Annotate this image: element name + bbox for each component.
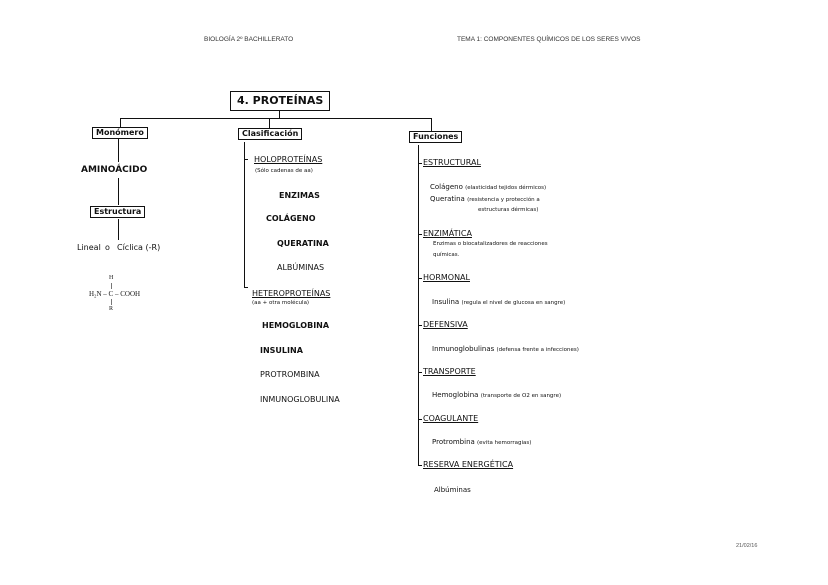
insulina-text: Insulina (432, 298, 460, 306)
hetero-item-hemoglobina: HEMOGLOBINA (262, 321, 330, 330)
heteroproteinas-note: (aa + otra molécula) (252, 300, 310, 306)
protrombina-note: (evita hemorragias) (477, 440, 532, 446)
estructural-tick (418, 163, 422, 164)
reserva-tick (418, 465, 422, 466)
clasificacion-box: Clasificación (238, 128, 302, 140)
estructural-example-queratina (430, 195, 540, 203)
monomero-connector (120, 118, 121, 127)
page-title: 4. PROTEÍNAS (230, 91, 330, 111)
transporte-tick (418, 372, 422, 373)
protrombina-text: Protrombina (432, 438, 475, 446)
hemoglobina-note: (transporte de O2 en sangre) (480, 393, 562, 399)
reserva-energetica-label: RESERVA ENERGÉTICA (423, 460, 514, 469)
hormonal-label: HORMONAL (423, 273, 470, 282)
hetero-item-inmunoglobulina: INMUNOGLOBULINA (260, 395, 340, 404)
hetero-tick (244, 287, 248, 288)
top-branch-line (120, 118, 432, 119)
reserva-example-albuminas: Albúminas (434, 486, 471, 494)
funciones-connector (431, 118, 432, 131)
enzimatica-note-continued: químicas. (433, 252, 460, 258)
estructura-to-types-line (118, 219, 119, 240)
funciones-vertical-line (418, 145, 419, 465)
colageno-note: (elasticidad tejidos dérmicos) (465, 185, 547, 191)
formula-r: R (109, 306, 114, 312)
insulina-note: (regula el nivel de glucosa en sangre) (461, 300, 566, 306)
enzimatica-label: ENZIMÁTICA (423, 229, 472, 238)
queratina-note-continued: estructuras dérmicas) (478, 207, 539, 213)
header-topic: TEMA 1: COMPONENTES QUÍMICOS DE LOS SERES VIVOS (457, 36, 641, 43)
holo-item-colageno: COLÁGENO (266, 214, 316, 223)
hemoglobina-text: Hemoglobina (432, 391, 479, 399)
monomero-to-aminoacido-line (118, 139, 119, 162)
queratina-text: Queratina (430, 195, 465, 203)
coagulante-label: COAGULANTE (423, 414, 479, 423)
estructural-example-colageno (430, 183, 546, 191)
hetero-item-protrombina: PROTROMBINA (260, 370, 320, 379)
queratina-note: (resistencia y protección a (467, 197, 540, 203)
holo-tick (244, 159, 248, 160)
formula-bond-bottom (111, 299, 112, 305)
formula-h: H (109, 275, 114, 281)
clasificacion-connector (269, 118, 270, 128)
o-connector-text: o (105, 243, 110, 252)
holo-item-enzimas: ENZIMAS (279, 191, 320, 200)
coagulante-tick (418, 419, 422, 420)
holoproteinas-label: HOLOPROTEÍNAS (254, 155, 323, 164)
inmunoglobulinas-note: (defensa frente a infecciones) (496, 347, 579, 353)
defensiva-tick (418, 325, 422, 326)
lineal-label: Lineal (77, 243, 101, 252)
clasificacion-vertical-line (244, 142, 245, 287)
enzimatica-tick (418, 234, 422, 235)
transporte-example (432, 391, 561, 399)
aminoacido-to-estructura-line (118, 178, 119, 205)
monomero-box: Monómero (92, 127, 148, 139)
coagulante-example (432, 438, 531, 446)
footer-date: 21/02/16 (736, 543, 758, 549)
aminoacido-label: AMINOÁCIDO (81, 165, 148, 175)
holo-item-queratina: QUERATINA (277, 239, 329, 248)
inmunoglobulinas-text: Inmunoglobulinas (432, 345, 495, 353)
estructural-label: ESTRUCTURAL (423, 158, 481, 167)
enzimatica-note: Enzimas o biocatalizadores de reacciones (433, 241, 548, 247)
colageno-text: Colágeno (430, 183, 463, 191)
holo-item-albuminas: ALBÚMINAS (277, 263, 325, 272)
transporte-label: TRANSPORTE (423, 367, 476, 376)
hetero-item-insulina: INSULINA (260, 346, 303, 355)
formula-main: H₂N – C – COOH (89, 290, 141, 298)
ciclica-label: Cíclica (-R) (117, 243, 161, 252)
funciones-box: Funciones (409, 131, 462, 143)
hormonal-example (432, 298, 565, 306)
defensiva-label: DEFENSIVA (423, 320, 468, 329)
header-subject: BIOLOGÍA 2º BACHILLERATO (204, 36, 294, 43)
formula-bond-top (111, 283, 112, 289)
hormonal-tick (418, 278, 422, 279)
holoproteinas-note: (Sólo cadenas de aa) (255, 168, 313, 174)
estructura-box: Estructura (90, 206, 145, 218)
defensiva-example (432, 345, 579, 353)
heteroproteinas-label: HETEROPROTEÍNAS (252, 289, 331, 298)
